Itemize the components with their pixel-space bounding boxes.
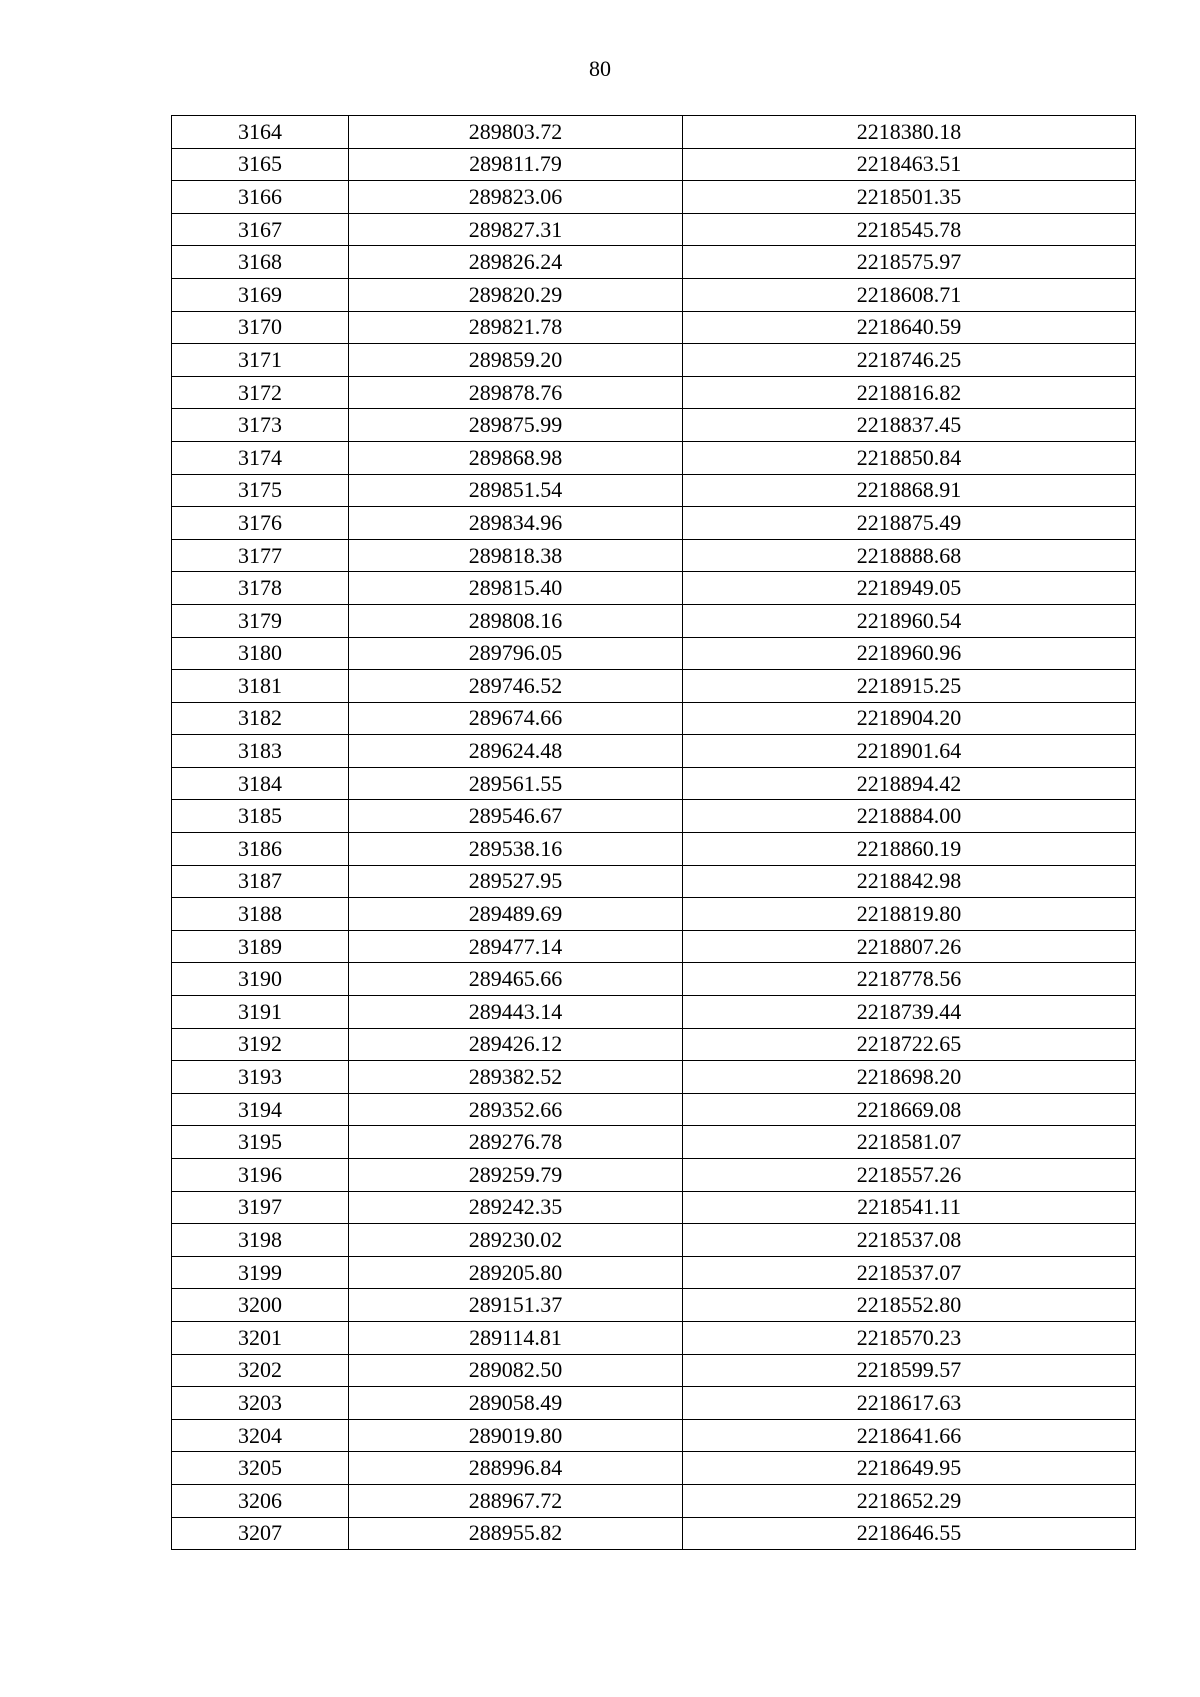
y-coordinate-cell: 2218380.18 xyxy=(683,116,1136,149)
point-number-cell: 3171 xyxy=(172,344,349,377)
y-coordinate-cell: 2218884.00 xyxy=(683,800,1136,833)
table-row xyxy=(172,1256,1136,1289)
table-row xyxy=(172,963,1136,996)
x-coordinate-cell: 289561.55 xyxy=(349,767,683,800)
x-coordinate-cell: 289538.16 xyxy=(349,833,683,866)
x-coordinate-cell: 289352.66 xyxy=(349,1093,683,1126)
point-number-cell: 3182 xyxy=(172,702,349,735)
x-coordinate-cell: 289276.78 xyxy=(349,1126,683,1159)
table-row xyxy=(172,376,1136,409)
table-row xyxy=(172,1159,1136,1192)
point-number-cell: 3195 xyxy=(172,1126,349,1159)
point-number-cell: 3168 xyxy=(172,246,349,279)
table-row xyxy=(172,246,1136,279)
x-coordinate-cell: 289746.52 xyxy=(349,670,683,703)
point-number-cell: 3193 xyxy=(172,1061,349,1094)
point-number-cell: 3194 xyxy=(172,1093,349,1126)
y-coordinate-cell: 2218949.05 xyxy=(683,572,1136,605)
table-row xyxy=(172,637,1136,670)
y-coordinate-cell: 2218669.08 xyxy=(683,1093,1136,1126)
y-coordinate-cell: 2218816.82 xyxy=(683,376,1136,409)
table-row xyxy=(172,767,1136,800)
x-coordinate-cell: 289823.06 xyxy=(349,181,683,214)
table-row xyxy=(172,213,1136,246)
table-row xyxy=(172,996,1136,1029)
y-coordinate-cell: 2218557.26 xyxy=(683,1159,1136,1192)
point-number-cell: 3199 xyxy=(172,1256,349,1289)
x-coordinate-cell: 289868.98 xyxy=(349,441,683,474)
point-number-cell: 3174 xyxy=(172,441,349,474)
y-coordinate-cell: 2218640.59 xyxy=(683,311,1136,344)
table-row xyxy=(172,865,1136,898)
table-row xyxy=(172,181,1136,214)
y-coordinate-cell: 2218850.84 xyxy=(683,441,1136,474)
table-row xyxy=(172,116,1136,149)
x-coordinate-cell: 289443.14 xyxy=(349,996,683,1029)
y-coordinate-cell: 2218570.23 xyxy=(683,1321,1136,1354)
table-row xyxy=(172,344,1136,377)
x-coordinate-cell: 289058.49 xyxy=(349,1387,683,1420)
point-number-cell: 3184 xyxy=(172,767,349,800)
x-coordinate-cell: 289851.54 xyxy=(349,474,683,507)
x-coordinate-cell: 289624.48 xyxy=(349,735,683,768)
x-coordinate-cell: 289465.66 xyxy=(349,963,683,996)
y-coordinate-cell: 2218901.64 xyxy=(683,735,1136,768)
x-coordinate-cell: 289827.31 xyxy=(349,213,683,246)
table-row xyxy=(172,702,1136,735)
table-row xyxy=(172,278,1136,311)
point-number-cell: 3172 xyxy=(172,376,349,409)
y-coordinate-cell: 2218860.19 xyxy=(683,833,1136,866)
table-row xyxy=(172,1321,1136,1354)
y-coordinate-cell: 2218537.07 xyxy=(683,1256,1136,1289)
point-number-cell: 3204 xyxy=(172,1419,349,1452)
point-number-cell: 3190 xyxy=(172,963,349,996)
point-number-cell: 3177 xyxy=(172,539,349,572)
table-row xyxy=(172,1289,1136,1322)
y-coordinate-cell: 2218960.54 xyxy=(683,604,1136,637)
x-coordinate-cell: 289796.05 xyxy=(349,637,683,670)
point-number-cell: 3170 xyxy=(172,311,349,344)
y-coordinate-cell: 2218746.25 xyxy=(683,344,1136,377)
y-coordinate-cell: 2218463.51 xyxy=(683,148,1136,181)
x-coordinate-cell: 289205.80 xyxy=(349,1256,683,1289)
table-row xyxy=(172,572,1136,605)
y-coordinate-cell: 2218868.91 xyxy=(683,474,1136,507)
y-coordinate-cell: 2218904.20 xyxy=(683,702,1136,735)
point-number-cell: 3205 xyxy=(172,1452,349,1485)
y-coordinate-cell: 2218599.57 xyxy=(683,1354,1136,1387)
y-coordinate-cell: 2218545.78 xyxy=(683,213,1136,246)
x-coordinate-cell: 289878.76 xyxy=(349,376,683,409)
point-number-cell: 3181 xyxy=(172,670,349,703)
table-row xyxy=(172,1517,1136,1550)
x-coordinate-cell: 289546.67 xyxy=(349,800,683,833)
point-number-cell: 3197 xyxy=(172,1191,349,1224)
y-coordinate-cell: 2218698.20 xyxy=(683,1061,1136,1094)
y-coordinate-cell: 2218807.26 xyxy=(683,930,1136,963)
y-coordinate-cell: 2218722.65 xyxy=(683,1028,1136,1061)
y-coordinate-cell: 2218617.63 xyxy=(683,1387,1136,1420)
point-number-cell: 3176 xyxy=(172,507,349,540)
table-row xyxy=(172,1354,1136,1387)
x-coordinate-cell: 289818.38 xyxy=(349,539,683,572)
point-number-cell: 3169 xyxy=(172,278,349,311)
y-coordinate-cell: 2218778.56 xyxy=(683,963,1136,996)
table-row xyxy=(172,604,1136,637)
x-coordinate-cell: 289477.14 xyxy=(349,930,683,963)
page-number: 80 xyxy=(589,56,611,81)
y-coordinate-cell: 2218541.11 xyxy=(683,1191,1136,1224)
x-coordinate-cell: 289114.81 xyxy=(349,1321,683,1354)
point-number-cell: 3173 xyxy=(172,409,349,442)
x-coordinate-cell: 289527.95 xyxy=(349,865,683,898)
x-coordinate-cell: 289382.52 xyxy=(349,1061,683,1094)
x-coordinate-cell: 289875.99 xyxy=(349,409,683,442)
x-coordinate-cell: 289242.35 xyxy=(349,1191,683,1224)
point-number-cell: 3178 xyxy=(172,572,349,605)
x-coordinate-cell: 289821.78 xyxy=(349,311,683,344)
y-coordinate-cell: 2218842.98 xyxy=(683,865,1136,898)
x-coordinate-cell: 289811.79 xyxy=(349,148,683,181)
y-coordinate-cell: 2218652.29 xyxy=(683,1484,1136,1517)
table-row xyxy=(172,735,1136,768)
table-row xyxy=(172,1093,1136,1126)
point-number-cell: 3186 xyxy=(172,833,349,866)
point-number-cell: 3196 xyxy=(172,1159,349,1192)
x-coordinate-cell: 289151.37 xyxy=(349,1289,683,1322)
point-number-cell: 3201 xyxy=(172,1321,349,1354)
table-row xyxy=(172,1224,1136,1257)
x-coordinate-cell: 289489.69 xyxy=(349,898,683,931)
y-coordinate-cell: 2218875.49 xyxy=(683,507,1136,540)
point-number-cell: 3188 xyxy=(172,898,349,931)
table-row xyxy=(172,441,1136,474)
y-coordinate-cell: 2218819.80 xyxy=(683,898,1136,931)
table-row xyxy=(172,670,1136,703)
point-number-cell: 3191 xyxy=(172,996,349,1029)
table-row xyxy=(172,1484,1136,1517)
table-row xyxy=(172,1452,1136,1485)
point-number-cell: 3207 xyxy=(172,1517,349,1550)
y-coordinate-cell: 2218649.95 xyxy=(683,1452,1136,1485)
x-coordinate-cell: 289820.29 xyxy=(349,278,683,311)
table-row xyxy=(172,311,1136,344)
point-number-cell: 3166 xyxy=(172,181,349,214)
table-row xyxy=(172,930,1136,963)
point-number-cell: 3192 xyxy=(172,1028,349,1061)
y-coordinate-cell: 2218552.80 xyxy=(683,1289,1136,1322)
y-coordinate-cell: 2218888.68 xyxy=(683,539,1136,572)
point-number-cell: 3164 xyxy=(172,116,349,149)
x-coordinate-cell: 289019.80 xyxy=(349,1419,683,1452)
point-number-cell: 3185 xyxy=(172,800,349,833)
coordinate-table-body xyxy=(172,116,1136,1550)
x-coordinate-cell: 289082.50 xyxy=(349,1354,683,1387)
x-coordinate-cell: 289815.40 xyxy=(349,572,683,605)
x-coordinate-cell: 289230.02 xyxy=(349,1224,683,1257)
point-number-cell: 3175 xyxy=(172,474,349,507)
point-number-cell: 3179 xyxy=(172,604,349,637)
table-row xyxy=(172,1419,1136,1452)
x-coordinate-cell: 289859.20 xyxy=(349,344,683,377)
table-row xyxy=(172,409,1136,442)
table-row xyxy=(172,898,1136,931)
table-row xyxy=(172,1191,1136,1224)
point-number-cell: 3203 xyxy=(172,1387,349,1420)
table-row xyxy=(172,1126,1136,1159)
point-number-cell: 3187 xyxy=(172,865,349,898)
y-coordinate-cell: 2218581.07 xyxy=(683,1126,1136,1159)
y-coordinate-cell: 2218960.96 xyxy=(683,637,1136,670)
y-coordinate-cell: 2218608.71 xyxy=(683,278,1136,311)
y-coordinate-cell: 2218501.35 xyxy=(683,181,1136,214)
y-coordinate-cell: 2218575.97 xyxy=(683,246,1136,279)
point-number-cell: 3189 xyxy=(172,930,349,963)
table-row xyxy=(172,833,1136,866)
table-row xyxy=(172,539,1136,572)
table-row xyxy=(172,1061,1136,1094)
point-number-cell: 3180 xyxy=(172,637,349,670)
table-row xyxy=(172,1028,1136,1061)
point-number-cell: 3198 xyxy=(172,1224,349,1257)
x-coordinate-cell: 289259.79 xyxy=(349,1159,683,1192)
point-number-cell: 3165 xyxy=(172,148,349,181)
x-coordinate-cell: 289808.16 xyxy=(349,604,683,637)
y-coordinate-cell: 2218915.25 xyxy=(683,670,1136,703)
y-coordinate-cell: 2218739.44 xyxy=(683,996,1136,1029)
y-coordinate-cell: 2218646.55 xyxy=(683,1517,1136,1550)
point-number-cell: 3183 xyxy=(172,735,349,768)
y-coordinate-cell: 2218837.45 xyxy=(683,409,1136,442)
table-row xyxy=(172,800,1136,833)
table-row xyxy=(172,1387,1136,1420)
table-row xyxy=(172,507,1136,540)
y-coordinate-cell: 2218641.66 xyxy=(683,1419,1136,1452)
point-number-cell: 3202 xyxy=(172,1354,349,1387)
point-number-cell: 3200 xyxy=(172,1289,349,1322)
x-coordinate-cell: 289826.24 xyxy=(349,246,683,279)
table-row xyxy=(172,148,1136,181)
x-coordinate-cell: 289426.12 xyxy=(349,1028,683,1061)
point-number-cell: 3206 xyxy=(172,1484,349,1517)
point-number-cell: 3167 xyxy=(172,213,349,246)
y-coordinate-cell: 2218894.42 xyxy=(683,767,1136,800)
x-coordinate-cell: 288955.82 xyxy=(349,1517,683,1550)
x-coordinate-cell: 289674.66 xyxy=(349,702,683,735)
x-coordinate-cell: 288967.72 xyxy=(349,1484,683,1517)
table-row xyxy=(172,474,1136,507)
y-coordinate-cell: 2218537.08 xyxy=(683,1224,1136,1257)
x-coordinate-cell: 289834.96 xyxy=(349,507,683,540)
x-coordinate-cell: 288996.84 xyxy=(349,1452,683,1485)
x-coordinate-cell: 289803.72 xyxy=(349,116,683,149)
coordinate-table xyxy=(171,115,1136,1550)
